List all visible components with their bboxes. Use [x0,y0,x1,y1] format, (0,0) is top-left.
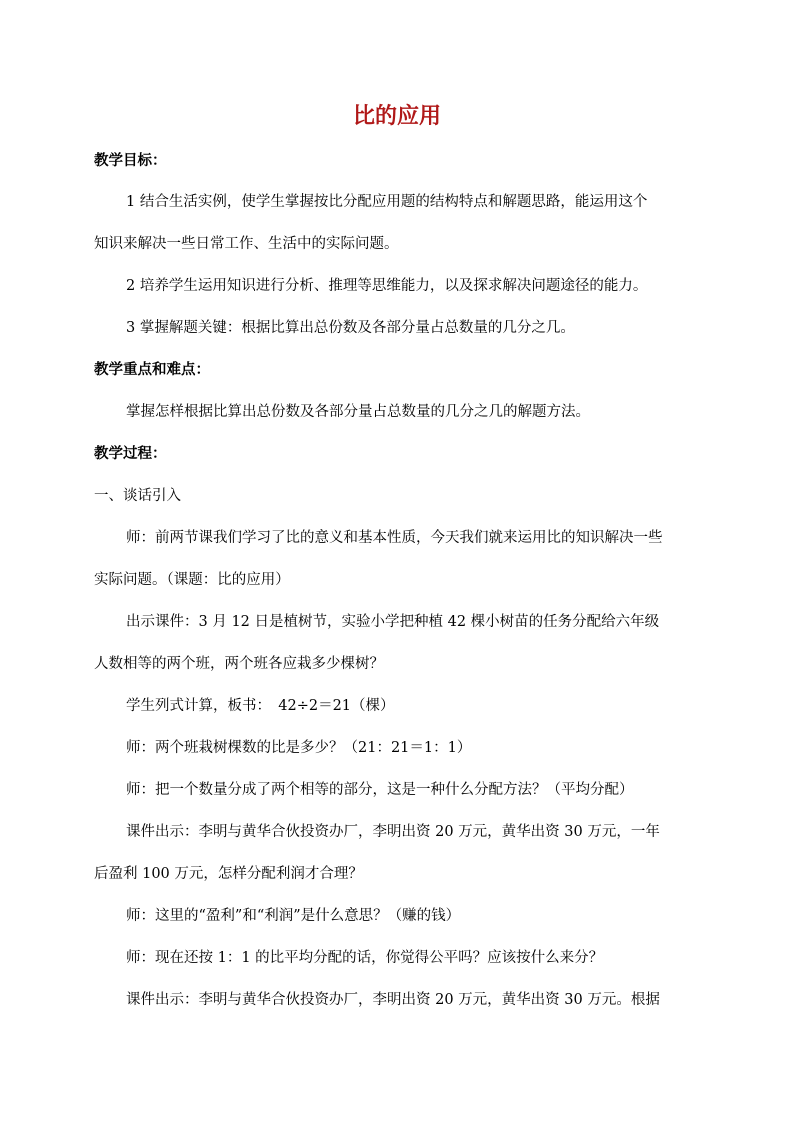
page-title: 比的应用 [352,103,441,129]
paragraph-line: 师：这里的“盈利”和“利润”是什么意思？（赚的钱） [126,908,461,924]
paragraph-line: 师：两个班栽树棵数的比是多少？（21：21＝1：1） [126,740,472,756]
paragraph-line: 师：前两节课我们学习了比的意义和基本性质，今天我们就来运用比的知识解决一些 [126,530,663,546]
paragraph-line: 课件出示：李明与黄华合伙投资办厂，李明出资 20 万元，黄华出资 30 万元，一年 [126,824,660,840]
paragraph-line: 学生列式计算，板书： 42÷2＝21（棵） [126,698,395,714]
paragraph-line: 课件出示：李明与黄华合伙投资办厂，李明出资 20 万元，黄华出资 30 万元。根据 [126,992,660,1008]
paragraph-line: 师：现在还按 1：1 的比平均分配的话，你觉得公平吗？应该按什么来分？ [126,950,604,966]
paragraph-line: 2 培养学生运用知识进行分析、推理等思维能力，以及探求解决问题途径的能力。 [126,278,648,294]
paragraph-line: 1 结合生活实例，使学生掌握按比分配应用题的结构特点和解题思路，能运用这个 [126,194,648,210]
heading-key-points: 教学重点和难点： [94,361,210,378]
paragraph-line: 师：把一个数量分成了两个相等的部分，这是一种什么分配方法？（平均分配） [126,782,634,798]
paragraph-line: 掌握怎样根据比算出总份数及各部分量占总数量的几分之几的解题方法。 [126,404,590,420]
paragraph-line: 后盈利 100 万元，怎样分配利润才合理？ [94,866,363,882]
paragraph-line: 3 掌握解题关键：根据比算出总份数及各部分量占总数量的几分之几。 [126,320,575,336]
heading-objectives: 教学目标： [94,152,167,169]
heading-process: 教学过程： [94,445,167,462]
paragraph-line: 知识来解决一些日常工作、生活中的实际问题。 [94,236,399,252]
paragraph-line: 人数相等的两个班，两个班各应栽多少棵树？ [94,656,384,672]
section-heading: 一、谈话引入 [94,488,181,504]
paragraph-line: 出示课件：3 月 12 日是植树节，实验小学把种植 42 棵小树苗的任务分配给六年级 [126,614,660,630]
paragraph-line: 实际问题。（课题：比的应用） [94,572,290,588]
